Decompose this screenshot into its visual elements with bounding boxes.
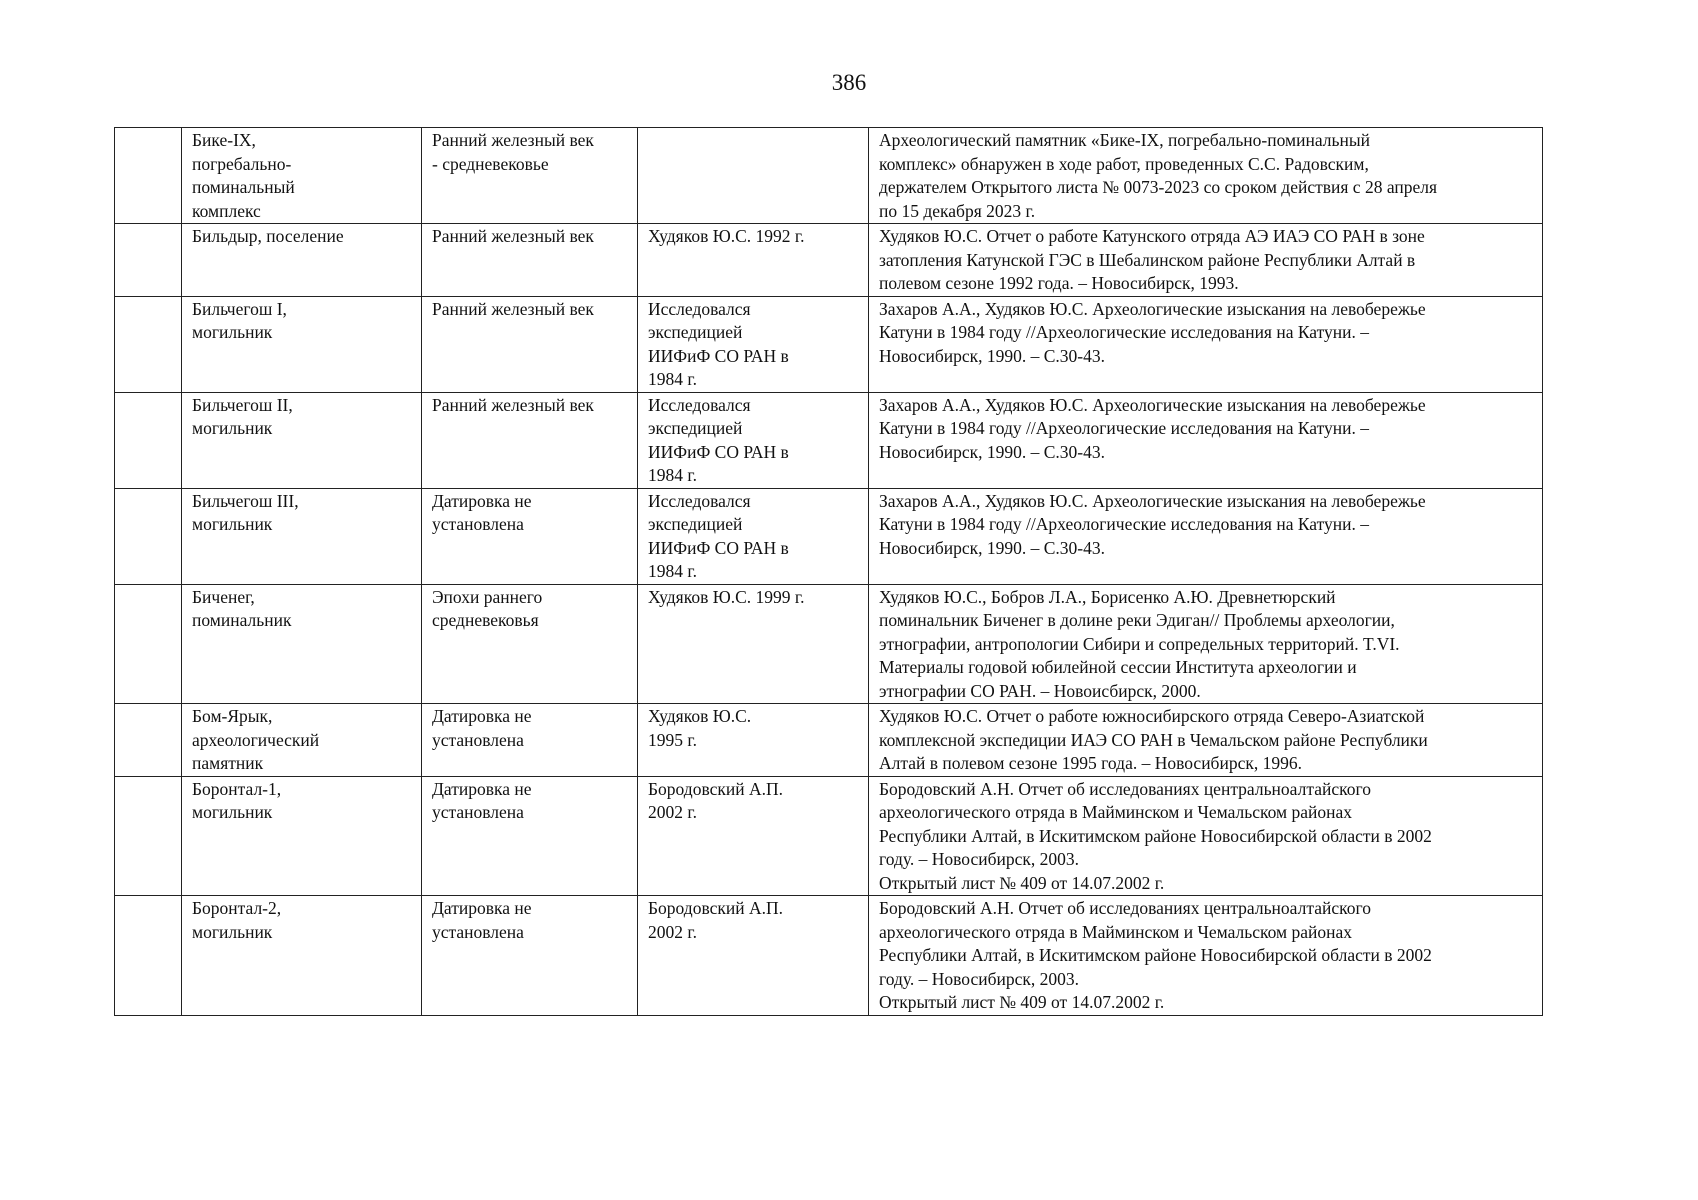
researcher-cell: [638, 896, 869, 1016]
table-row: [115, 296, 1543, 392]
researcher-cell: [638, 296, 869, 392]
cell-text-line: поминальный: [192, 177, 295, 197]
source-cell: [869, 296, 1543, 392]
cell-text-line: 2002 г.: [648, 802, 697, 822]
table-body: [115, 128, 1543, 1016]
cell-text-line: Открытый лист № 409 от 14.07.2002 г.: [879, 872, 1165, 893]
cell-text-line: Ранний железный век: [432, 226, 594, 246]
cell-text-line: Новосибирск, 1990. – С.30-43.: [879, 441, 1106, 462]
dating-cell: [422, 296, 638, 392]
cell-text-line: ИИФиФ СО РАН в: [648, 537, 789, 558]
table-row: [115, 392, 1543, 488]
cell-text-line: Археологический памятник «Бике-IX, погребально-поминальный: [879, 130, 1370, 150]
dating-cell: [422, 776, 638, 896]
cell-text-line: экспедицией: [648, 514, 743, 534]
cell-text-line: Боронтал-2,: [192, 898, 282, 918]
dating-cell: [422, 392, 638, 488]
monument-name-cell: [182, 704, 422, 777]
row-number-cell: [115, 584, 182, 704]
cell-text-line: Датировка не: [432, 706, 532, 726]
source-cell: [869, 224, 1543, 297]
table-row: [115, 704, 1543, 777]
cell-text-line: установлена: [432, 921, 524, 942]
cell-text-line: Исследовался: [648, 394, 751, 415]
cell-text-line: Катуни в 1984 году //Археологические исследования на Катуни. –: [879, 322, 1370, 342]
row-number-cell: [115, 128, 182, 224]
cell-text-line: Республики Алтай, в Искитимском районе Новосибирской области в 2002: [879, 825, 1432, 846]
dating-cell: [422, 488, 638, 584]
cell-text-line: Худяков Ю.С., Бобров Л.А., Борисенко А.Ю. Древнетюрский: [879, 586, 1336, 607]
cell-text-line: Ранний железный век: [432, 394, 594, 415]
cell-text-line: этнографии, антропологии Сибири и сопредельных территорий. T.VI.: [879, 633, 1400, 654]
cell-text-line: памятник: [192, 753, 264, 773]
monument-name-cell: [182, 224, 422, 297]
cell-text-line: поминальник Биченег в долине реки Эдиган// Проблемы археологии,: [879, 610, 1395, 630]
table-row: [115, 896, 1543, 1016]
cell-text-line: Боронтал-1,: [192, 778, 282, 799]
cell-text-line: установлена: [432, 514, 524, 534]
source-cell: [869, 776, 1543, 896]
source-cell: [869, 896, 1543, 1016]
cell-text-line: 2002 г.: [648, 921, 697, 942]
cell-text-line: археологического отряда в Майминском и Чемальском районах: [879, 921, 1352, 942]
cell-text-line: археологический: [192, 729, 320, 750]
table-row: [115, 128, 1543, 224]
cell-text-line: экспедицией: [648, 418, 743, 438]
researcher-cell: [638, 704, 869, 777]
cell-text-line: Бородовский А.Н. Отчет об исследованиях центральноалтайского: [879, 898, 1371, 918]
cell-text-line: погребально-: [192, 153, 292, 174]
source-cell: [869, 584, 1543, 704]
cell-text-line: Ранний железный век: [432, 130, 594, 150]
cell-text-line: могильник: [192, 802, 273, 822]
cell-text-line: поминальник: [192, 610, 292, 630]
monument-name-cell: [182, 896, 422, 1016]
table-row: [115, 776, 1543, 896]
cell-text-line: Бородовский А.П.: [648, 898, 784, 918]
cell-text-line: Исследовался: [648, 298, 751, 319]
cell-text-line: Ранний железный век: [432, 298, 594, 319]
monument-name-cell: [182, 776, 422, 896]
cell-text-line: 1995 г.: [648, 729, 697, 750]
dating-cell: [422, 224, 638, 297]
monument-name-cell: [182, 296, 422, 392]
cell-text-line: Новосибирск, 1990. – С.30-43.: [879, 345, 1106, 366]
cell-text-line: - средневековье: [432, 153, 549, 174]
cell-text-line: Худяков Ю.С. 1999 г.: [648, 586, 805, 607]
table-row: [115, 584, 1543, 704]
source-cell: [869, 128, 1543, 224]
cell-text-line: Захаров А.А., Худяков Ю.С. Археологические изыскания на левобережье: [879, 394, 1426, 415]
cell-text-line: 1984 г.: [648, 465, 697, 485]
cell-text-line: 1984 г.: [648, 561, 697, 581]
source-cell: [869, 704, 1543, 777]
cell-text-line: комплекс: [192, 200, 261, 221]
cell-text-line: Новосибирск, 1990. – С.30-43.: [879, 537, 1106, 558]
cell-text-line: могильник: [192, 418, 273, 438]
cell-text-line: Республики Алтай, в Искитимском районе Новосибирской области в 2002: [879, 945, 1432, 965]
dating-cell: [422, 128, 638, 224]
cell-text-line: Датировка не: [432, 778, 532, 799]
cell-text-line: по 15 декабря 2023 г.: [879, 200, 1036, 221]
cell-text-line: могильник: [192, 514, 273, 534]
row-number-cell: [115, 392, 182, 488]
cell-text-line: экспедицией: [648, 322, 743, 342]
monument-name-cell: [182, 392, 422, 488]
cell-text-line: Худяков Ю.С.: [648, 706, 752, 726]
cell-text-line: Бородовский А.Н. Отчет об исследованиях центральноалтайского: [879, 778, 1371, 799]
researcher-cell: [638, 584, 869, 704]
cell-text-line: могильник: [192, 322, 273, 342]
cell-text-line: 1984 г.: [648, 369, 697, 389]
row-number-cell: [115, 224, 182, 297]
cell-text-line: держателем Открытого листа № 0073-2023 со сроком действия с 28 апреля: [879, 177, 1438, 197]
source-cell: [869, 392, 1543, 488]
cell-text-line: Худяков Ю.С. Отчет о работе южносибирского отряда Северо-Азиатской: [879, 706, 1425, 726]
cell-text-line: полевом сезоне 1992 года. – Новосибирск, 1993.: [879, 273, 1239, 293]
dating-cell: [422, 896, 638, 1016]
cell-text-line: археологического отряда в Майминском и Чемальском районах: [879, 802, 1352, 822]
cell-text-line: Датировка не: [432, 490, 532, 511]
cell-text-line: установлена: [432, 802, 524, 822]
cell-text-line: Датировка не: [432, 898, 532, 918]
cell-text-line: комплекс» обнаружен в ходе работ, проведенных С.С. Радовским,: [879, 153, 1369, 174]
page-number: 386: [831, 70, 867, 95]
monument-name-cell: [182, 488, 422, 584]
cell-text-line: Открытый лист № 409 от 14.07.2002 г.: [879, 992, 1165, 1012]
cell-text-line: Бильчегош I,: [192, 298, 287, 319]
row-number-cell: [115, 776, 182, 896]
table-row: [115, 224, 1543, 297]
cell-text-line: Бильдыр, поселение: [192, 226, 344, 246]
cell-text-line: Материалы годовой юбилейной сессии Института археологии и: [879, 657, 1357, 677]
source-cell: [869, 488, 1543, 584]
researcher-cell: [638, 488, 869, 584]
cell-text-line: Катуни в 1984 году //Археологические исследования на Катуни. –: [879, 514, 1370, 534]
cell-text-line: Бике-IX,: [192, 130, 256, 150]
cell-text-line: Эпохи раннего: [432, 586, 543, 607]
row-number-cell: [115, 896, 182, 1016]
cell-text-line: Алтай в полевом сезоне 1995 года. – Новосибирск, 1996.: [879, 753, 1302, 773]
cell-text-line: Худяков Ю.С. 1992 г.: [648, 226, 805, 246]
cell-text-line: Захаров А.А., Худяков Ю.С. Археологические изыскания на левобережье: [879, 298, 1426, 319]
table-row: [115, 488, 1543, 584]
cell-text-line: Бом-Ярык,: [192, 706, 273, 726]
cell-text-line: ИИФиФ СО РАН в: [648, 441, 789, 462]
cell-text-line: Катуни в 1984 году //Археологические исследования на Катуни. –: [879, 418, 1370, 438]
dating-cell: [422, 584, 638, 704]
cell-text-line: году. – Новосибирск, 2003.: [879, 968, 1080, 989]
cell-text-line: этнографии СО РАН. – Новоисбирск, 2000.: [879, 680, 1201, 701]
cell-text-line: Захаров А.А., Худяков Ю.С. Археологические изыскания на левобережье: [879, 490, 1426, 511]
cell-text-line: Худяков Ю.С. Отчет о работе Катунского отряда АЭ ИАЭ СО РАН в зоне: [879, 226, 1425, 246]
row-number-cell: [115, 488, 182, 584]
cell-text-line: Исследовался: [648, 490, 751, 511]
cell-text-line: Бильчегош II,: [192, 394, 293, 415]
researcher-cell: [638, 224, 869, 297]
cell-text-line: ИИФиФ СО РАН в: [648, 345, 789, 366]
cell-text-line: году. – Новосибирск, 2003.: [879, 849, 1080, 869]
researcher-cell: [638, 776, 869, 896]
cell-text-line: средневековья: [432, 610, 539, 630]
researcher-cell: [638, 392, 869, 488]
cell-text-line: затопления Катунской ГЭС в Шебалинском районе Республики Алтай в: [879, 249, 1416, 270]
researcher-cell: [638, 128, 869, 224]
cell-text-line: могильник: [192, 921, 273, 942]
cell-text-line: Бильчегош III,: [192, 490, 299, 511]
monuments-table: [114, 127, 1543, 1016]
cell-text-line: установлена: [432, 729, 524, 750]
cell-text-line: Биченег,: [192, 586, 255, 607]
monument-name-cell: [182, 128, 422, 224]
monument-name-cell: [182, 584, 422, 704]
dating-cell: [422, 704, 638, 777]
row-number-cell: [115, 704, 182, 777]
row-number-cell: [115, 296, 182, 392]
cell-text-line: комплексной экспедиции ИАЭ СО РАН в Чемальском районе Республики: [879, 729, 1428, 750]
cell-text-line: Бородовский А.П.: [648, 778, 784, 799]
